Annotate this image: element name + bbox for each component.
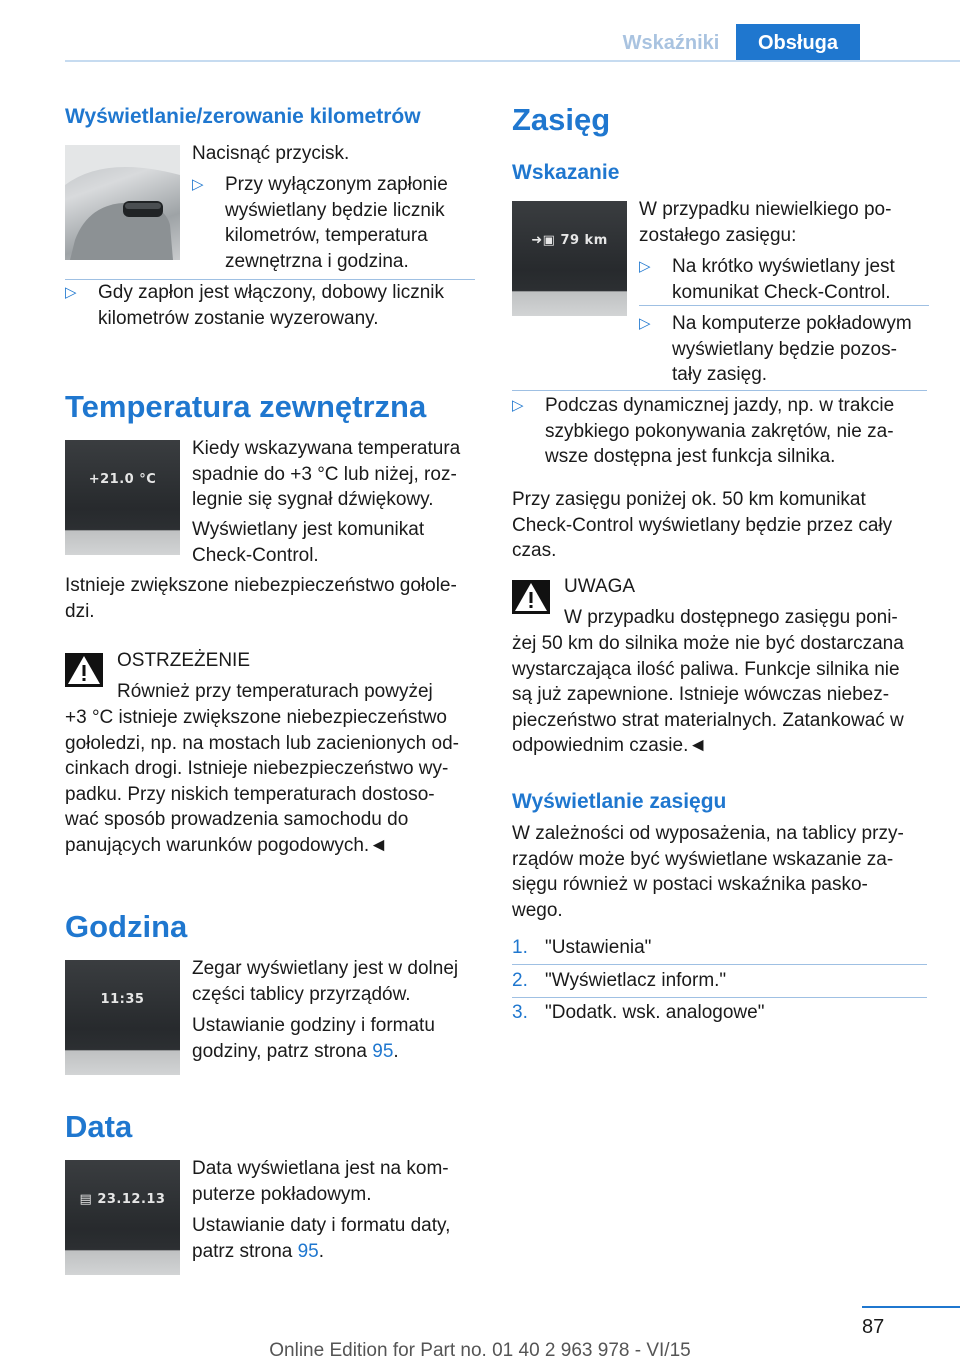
bullet-separator: [639, 305, 929, 306]
page-number: 87: [862, 1316, 885, 1338]
bullet-triangle-icon: ▷: [65, 284, 77, 301]
clock-p2: Ustawianie godziny i formatu godziny, patrz strona 95.: [192, 1015, 435, 1062]
warning-icon: [65, 653, 103, 687]
bullet-triangle-icon: ▷: [512, 397, 524, 414]
footer-edition: Online Edition for Part no. 01 40 2 963 978 - VI/15: [269, 1340, 691, 1361]
clock-p1: Zegar wyświetlany jest w dolnej części tablicy przyrządów.: [192, 958, 459, 1005]
header-tab-section[interactable]: Wskaźniki: [622, 32, 720, 54]
range-display-paragraph: W zależności od wyposażenia, na tablicy przy‐ rządów może być wyświetlane wskazanie za‐ sięgu również w postaci wskaźnika pasko‐ wego.: [512, 823, 904, 921]
warning-line-1: Również przy temperaturach powyżej: [117, 681, 433, 702]
step-separator: [512, 997, 927, 998]
header-tab-chapter[interactable]: Obsługa: [736, 24, 860, 62]
temperature-p2: Wyświetlany jest komunikat Check-Control.: [192, 519, 425, 566]
bullet-separator: [512, 390, 927, 391]
temperature-heading: Temperatura zewnętrzna: [65, 389, 427, 424]
notice-line-1: W przypadku dostępnego zasięgu poni‐: [564, 607, 898, 628]
step-separator: [512, 964, 927, 965]
calendar-icon: ▤: [79, 1192, 98, 1207]
range-heading: Zasięg: [512, 102, 611, 137]
range-display-heading: Wyświetlanie zasięgu: [512, 790, 727, 813]
range-p-below: Przy zasięgu poniżej ok. 50 km komunikat Check-Control wyświetlany będzie przez cały czas.: [512, 489, 893, 561]
warning-body: +3 °C istnieje zwiększone niebezpieczeństwo gołoledzi, np. na mostach lub zacienionych od‐ cinkach drogi. Istnieje niebezpieczeństwo wy‐ padku. Przy niskich temperaturach dostoso‐ wać sposób prowadzenia samochodu do panujących warunków pogodowych.◄: [65, 707, 459, 856]
temperature-p3: Istnieje zwiększone niebezpieczeństwo gołole‐ dzi.: [65, 575, 457, 622]
notice-title: UWAGA: [564, 576, 636, 597]
header-rule: [65, 60, 960, 62]
odometer-heading: Wyświetlanie/zerowanie kilometrów: [65, 105, 421, 128]
date-p1: Data wyświetlana jest na kom‐ puterze pokładowym.: [192, 1158, 449, 1205]
notice-body: żej 50 km do silnika może nie być dostarczana wystarczająca ilość paliwa. Funkcje silnika nie są już zapewnione. Istnieje wówczas niebez‐ pieczeństwo strat materialnych. Zatankować w odpowiednim czasie.◄: [512, 633, 904, 756]
warning-title: OSTRZEŻENIE: [117, 650, 251, 671]
date-p2: Ustawianie daty i formatu daty, patrz strona 95.: [192, 1215, 451, 1262]
clock-heading: Godzina: [65, 909, 188, 944]
bullet-triangle-icon: ▷: [639, 315, 651, 332]
clock-display-image: [65, 960, 180, 1075]
range-intro: W przypadku niewielkiego po‐ zostałego zasięgu:: [639, 199, 892, 246]
clock-display-text: 11:35: [100, 992, 145, 1007]
range-display-text: 79 km: [560, 233, 608, 248]
date-heading: Data: [65, 1109, 133, 1144]
bullet-triangle-icon: ▷: [192, 176, 204, 193]
odometer-intro: Nacisnąć przycisk.: [192, 143, 350, 164]
date-display-text: 23.12.13: [97, 1192, 166, 1207]
bullet-triangle-icon: ▷: [639, 258, 651, 275]
odometer-button-image: [65, 145, 180, 260]
range-subheading: Wskazanie: [512, 161, 620, 184]
range-display-image: [512, 201, 627, 316]
notice-icon: [512, 580, 550, 614]
page-number-rule: [862, 1306, 960, 1308]
temperature-display-text: +21.0 °C: [88, 472, 157, 487]
temperature-p1: Kiedy wskazywana temperatura spadnie do +3 °C lub niżej, roz‐ legnie się sygnał dźwiękowy.: [192, 438, 461, 510]
temperature-display-image: [65, 440, 180, 555]
date-page-link[interactable]: 95: [297, 1240, 319, 1262]
date-display-image: [65, 1160, 180, 1275]
fuel-pump-icon: ➜▣: [531, 233, 561, 248]
clock-page-link[interactable]: 95: [372, 1040, 394, 1062]
